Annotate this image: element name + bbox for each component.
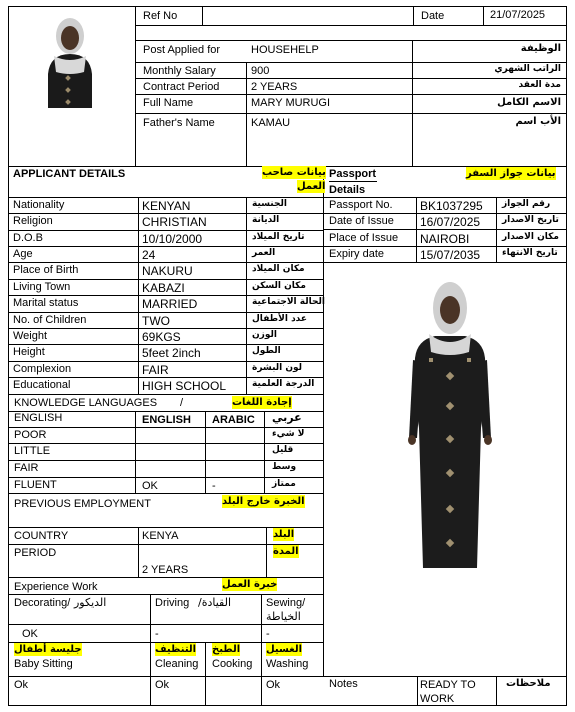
- name-label: Full Name: [143, 97, 194, 109]
- applicant-value[interactable]: 10/10/2000: [142, 232, 203, 246]
- applicant-ar: تاريخ الميلاد: [252, 232, 305, 242]
- applicant-label: Height: [13, 346, 45, 358]
- name-ar: الاسم الكامل: [497, 97, 561, 108]
- applicant-ar: الدرجة العلمية: [252, 379, 315, 389]
- divider: [8, 493, 323, 494]
- baby-value[interactable]: Ok: [14, 679, 29, 691]
- divider: [8, 594, 323, 595]
- lang-level-ar: لا شيء: [272, 429, 305, 439]
- lang-level-label: POOR: [14, 429, 47, 441]
- father-value[interactable]: KAMAU: [251, 117, 291, 129]
- applicant-ar: الطول: [252, 346, 281, 356]
- divider: [496, 197, 497, 263]
- applicant-label: Weight: [13, 330, 48, 342]
- contract-ar: مدة العقد: [518, 80, 561, 90]
- baby-label: Baby Sitting: [14, 658, 73, 670]
- divider: [323, 229, 567, 230]
- contract-label: Contract Period: [143, 81, 220, 93]
- passport-ar: تاريخ الاصدار: [502, 215, 559, 225]
- languages-slash: /: [180, 397, 184, 409]
- full-body-photo: [405, 278, 495, 568]
- applicant-value[interactable]: 69KGS: [142, 330, 181, 344]
- driving-label: Driving: [155, 597, 190, 609]
- passport-label: Date of Issue: [329, 215, 394, 227]
- lang-level-ar: ممتاز: [272, 479, 296, 489]
- cleaning-value[interactable]: Ok: [155, 679, 170, 691]
- country-label: COUNTRY: [14, 530, 69, 542]
- salary-ar: الراتب الشهري: [494, 64, 561, 74]
- driving-value[interactable]: -: [155, 628, 159, 640]
- applicant-ar: مكان السكن: [252, 281, 306, 291]
- washing-label: Washing: [266, 658, 309, 670]
- post-ar: الوظيفة: [520, 43, 561, 54]
- applicant-value[interactable]: KENYAN: [142, 199, 191, 213]
- notes-ar: ملاحظات: [506, 678, 551, 689]
- employment-title: PREVIOUS EMPLOYMENT: [14, 498, 151, 510]
- passport-ar: رقم الجواز: [502, 199, 551, 209]
- divider: [8, 676, 567, 677]
- divider: [135, 78, 567, 79]
- divider: [205, 411, 206, 493]
- lang-header-label: ENGLISH: [14, 412, 63, 424]
- passport-ar: مكان الاصدار: [502, 232, 559, 242]
- passport-label: Passport No.: [329, 199, 393, 211]
- passport-title-1: Passport: [329, 168, 377, 180]
- applicant-label: D.O.B: [13, 232, 43, 244]
- passport-title-ar: بيانات جواز السفر: [466, 168, 556, 179]
- applicant-ar: عدد الأطفال: [252, 314, 308, 324]
- applicant-value[interactable]: CHRISTIAN: [142, 215, 207, 229]
- lang-level-label: FAIR: [14, 462, 39, 474]
- notes-value-2[interactable]: WORK: [420, 693, 455, 705]
- post-label: Post Applied for: [143, 44, 221, 56]
- lang-level-ar: قليل: [272, 445, 294, 455]
- passport-value[interactable]: BK1037295: [420, 199, 483, 213]
- divider: [202, 6, 203, 25]
- divider: [416, 197, 417, 263]
- cooking-ar: الطبخ: [212, 644, 241, 655]
- divider: [135, 113, 567, 114]
- passport-label: Place of Issue: [329, 232, 399, 244]
- divider: [138, 527, 139, 577]
- languages-title: KNOWLEDGE LANGUAGES: [14, 397, 158, 409]
- divider: [8, 197, 567, 198]
- lang-header-ar: عربي: [272, 411, 302, 424]
- father-ar: الأب اسم: [515, 116, 561, 127]
- divider: [496, 676, 497, 706]
- applicant-ar: الحالة الاجتماعية: [252, 297, 325, 307]
- lang-english-value[interactable]: OK: [142, 480, 158, 492]
- applicant-title-ar-1: بيانات صاحب: [262, 167, 326, 178]
- applicant-label: No. of Children: [13, 314, 87, 326]
- ref-label: Ref No: [143, 10, 178, 22]
- father-label: Father's Name: [143, 117, 215, 129]
- divider: [417, 676, 418, 706]
- sewing-label: Sewing/: [266, 597, 306, 609]
- applicant-ar: مكان الميلاد: [252, 264, 305, 274]
- applicant-title-ar-2: العمل: [297, 181, 326, 192]
- passport-title-2: Details: [329, 184, 366, 196]
- lang-header-english: ENGLISH: [142, 414, 191, 426]
- applicant-label: Living Town: [13, 281, 71, 293]
- sewing-value[interactable]: -: [266, 628, 270, 640]
- date-value[interactable]: 21/07/2025: [490, 9, 546, 21]
- divider: [135, 25, 567, 26]
- applicant-title: APPLICANT DETAILS: [13, 168, 126, 180]
- salary-value[interactable]: 900: [251, 65, 270, 77]
- applicant-value[interactable]: HIGH SCHOOL: [142, 379, 227, 393]
- passport-value[interactable]: 15/07/2035: [420, 248, 481, 262]
- divider: [323, 262, 567, 263]
- applicant-label: Religion: [13, 215, 53, 227]
- divider: [8, 624, 323, 625]
- country-value[interactable]: KENYA: [142, 530, 179, 542]
- applicant-label: Educational: [13, 379, 71, 391]
- salary-label: Monthly Salary: [143, 65, 216, 77]
- decorating-ar: الديكور: [74, 596, 107, 609]
- divider: [205, 642, 206, 706]
- applicant-ar: العمر: [252, 248, 276, 258]
- notes-value-1[interactable]: READY TO: [420, 679, 476, 691]
- country-ar: البلد: [273, 529, 295, 540]
- passport-value[interactable]: 16/07/2025: [420, 215, 481, 229]
- underline: [329, 181, 377, 182]
- divider: [413, 6, 414, 25]
- employment-title-ar: الخبرة خارج البلد: [222, 496, 305, 507]
- applicant-ar: الديانة: [252, 215, 280, 225]
- washing-value[interactable]: Ok: [266, 679, 281, 691]
- passport-ar: تاريخ الانتهاء: [502, 248, 558, 258]
- lang-level-ar: وسط: [272, 462, 297, 472]
- small-photo: [34, 14, 106, 108]
- lang-level-label: LITTLE: [14, 445, 51, 457]
- divider: [8, 246, 323, 247]
- period-value[interactable]: 2 YEARS: [142, 564, 189, 576]
- decorating-value[interactable]: OK: [22, 628, 38, 640]
- divider: [483, 6, 484, 25]
- washing-ar: الغسيل: [266, 644, 303, 655]
- applicant-label: Nationality: [13, 199, 65, 211]
- lang-arabic-value[interactable]: -: [212, 480, 216, 492]
- divider: [246, 62, 247, 166]
- period-label: PERIOD: [14, 547, 57, 559]
- divider: [261, 594, 262, 706]
- baby-ar: جليسة أطفال: [14, 644, 82, 655]
- notes-label: Notes: [329, 678, 358, 690]
- decorating-label: Decorating/: [14, 597, 71, 609]
- sewing-ar: الخياطة: [266, 610, 301, 623]
- divider: [323, 166, 324, 676]
- passport-value[interactable]: NAIROBI: [420, 232, 470, 246]
- applicant-label: Marital status: [13, 297, 79, 309]
- divider: [135, 411, 136, 493]
- lang-header-arabic: ARABIC: [212, 414, 255, 426]
- applicant-ar: الوزن: [252, 330, 277, 340]
- contract-value[interactable]: 2 YEARS: [251, 81, 298, 93]
- divider: [150, 594, 151, 706]
- divider: [135, 6, 136, 166]
- experience-title-ar: خبرة العمل: [222, 579, 278, 590]
- applicant-value[interactable]: KABAZI: [142, 281, 185, 295]
- applicant-label: Place of Birth: [13, 264, 79, 276]
- applicant-value[interactable]: 24: [142, 248, 156, 262]
- divider: [266, 527, 267, 577]
- divider: [8, 394, 323, 395]
- name-value[interactable]: MARY MURUGI: [251, 97, 331, 109]
- cleaning-ar: التنظيف: [155, 644, 197, 655]
- divider: [135, 94, 567, 95]
- divider: [412, 40, 413, 166]
- driving-ar: القيادة/: [198, 596, 232, 609]
- applicant-value[interactable]: MARRIED: [142, 297, 198, 311]
- applicant-label: Age: [13, 248, 33, 260]
- applicant-value[interactable]: 5feet 2inch: [142, 346, 201, 360]
- lang-level-label: FLUENT: [14, 479, 57, 491]
- applicant-value[interactable]: NAKURU: [142, 264, 193, 278]
- applicant-ar: الجنسية: [252, 199, 287, 209]
- passport-label: Expiry date: [329, 248, 385, 260]
- experience-title: Experience Work: [14, 581, 98, 593]
- applicant-ar: لون البشرة: [252, 363, 303, 373]
- divider: [135, 40, 567, 41]
- cooking-label: Cooking: [212, 658, 253, 670]
- period-ar: المدة: [273, 546, 299, 557]
- date-label: Date: [421, 10, 445, 22]
- applicant-label: Complexion: [13, 363, 72, 375]
- post-value[interactable]: HOUSEHELP: [251, 44, 319, 56]
- applicant-value[interactable]: FAIR: [142, 363, 169, 377]
- divider: [264, 411, 265, 493]
- applicant-value[interactable]: TWO: [142, 314, 170, 328]
- cleaning-label: Cleaning: [155, 658, 199, 670]
- languages-title-ar: إجادة اللغات: [232, 397, 292, 408]
